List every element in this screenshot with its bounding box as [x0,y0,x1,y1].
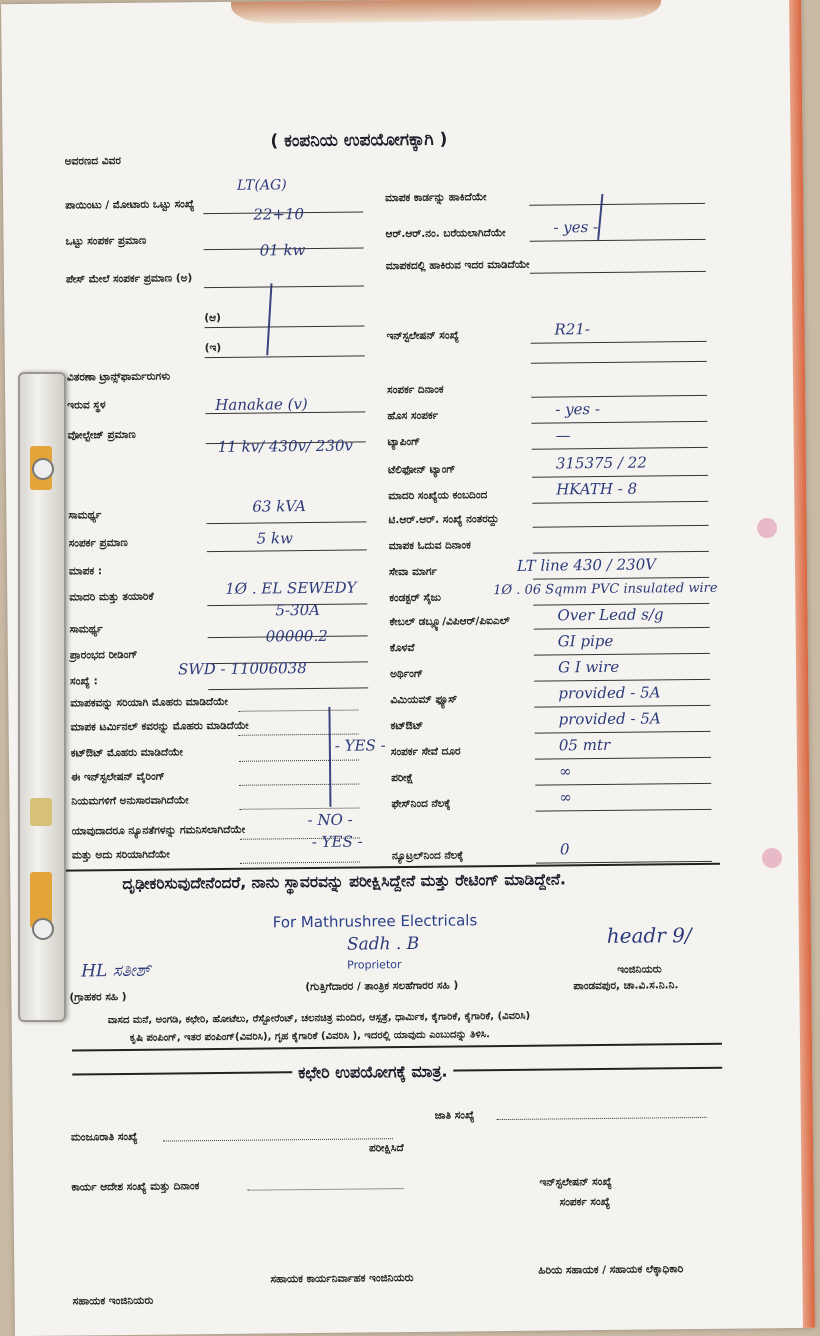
document-page [1,0,815,1336]
left-field-line [205,355,365,358]
right-field-value: 0 [559,840,570,859]
left-field-line [238,710,358,712]
tariff-handwritten: LT(AG) [236,177,287,194]
customer-signature: HL ಸತೀಶ್ [81,960,151,982]
right-field-value: 1Ø . 06 Sqmm PVC insulated wire [493,580,718,599]
accounts-officer-label: ಹಿರಿಯ ಸಹಾಯಕ / ಸಹಾಯಕ ಲೆಕ್ಕಾಧಿಕಾರಿ [538,1263,684,1277]
right-field-value: LT line 430 / 230V [516,555,657,575]
right-field-label: ಪರೀಕ್ಷೆ [391,771,414,785]
right-field-value: provided - 5A [558,683,661,703]
right-field-line [531,341,707,344]
right-field-line [535,731,711,734]
right-field-line [536,809,712,812]
right-field-label: ಟಿ.ಆರ್.ಆರ್. ಸಂಖ್ಯೆ ನಂತರದ್ದು [388,513,499,527]
left-field-label: ಸಾಮರ್ಥ್ಯ [69,623,103,636]
left-field-value: 5-30A [275,600,321,620]
right-field-line [531,421,707,424]
right-field-label: ಸಂಪರ್ಕ ಸೇವೆ ದೂರ [390,745,461,759]
customer-signature-label: (ಗ್ರಾಹಕರ ಸಹಿ ) [69,990,127,1004]
stamp-role: Proprietor [347,958,402,972]
category-line-1: ವಾಸದ ಮನೆ, ಅಂಗಡಿ, ಕಛೇರಿ, ಹೋಟೆಲು, ರೆಸ್ಟೋರೆಂಟ್, ಚಲನಚಿತ್ರ ಮಂದಿರ, ಆಸ್ಪತ್ರೆ, ಧಾರ್ಮಿಕ, ಕೈಗಾರಿಕೆ, ಕೈಗಾರಿಕೆ, (ವಿವರಿಸಿ) [107,1010,531,1027]
left-field-value: 11 kv/ 430v/ 230v [217,436,354,456]
contractor-signature-label: (ಗುತ್ತಿಗೆದಾರರ / ತಾಂತ್ರಿಕ ಸಲಹೆಗಾರರ ಸಹಿ ) [305,979,459,994]
right-field-label: ಮಾಪಕ ಓದುವ ದಿನಾಂಕ [388,539,471,553]
left-field-label: (ಆ) [204,311,221,325]
engineer-signature: headr 9/ [606,923,692,948]
left-field-line [208,687,368,690]
right-field-label: ಕಟ್‌ಔಟ್ [390,719,424,733]
left-field-label: ಈ ಇನ್‌ಸ್ಟಲೇಷನ್ ವೈರಿಂಗ್ [71,770,165,784]
left-field-label: ಅವರಣದ ವಿವರ [64,154,121,168]
right-field-line [535,757,711,760]
right-field-line [534,653,710,656]
right-field-line [533,525,709,528]
right-field-label: ಕೊಳವೆ [389,641,415,655]
left-field-label: ಮಾಪಕ : [68,565,103,578]
left-field-label: ನಿಯಮಗಳಿಗೆ ಅನುಸಾರವಾಗಿದೆಯೇ [71,794,189,808]
right-field-label: ಸೇವಾ ಮಾರ್ಗ [388,565,438,579]
left-field-line [204,285,364,288]
right-field-value: GI pipe [557,631,614,651]
right-field-value: - yes - [553,217,599,237]
punch-hole [757,518,777,538]
left-field-label: ಒಟ್ಟು ಸಂಪರ್ಕ ಪ್ರಮಾಣ [65,234,147,248]
checked-label: ಪರೀಕ್ಷಿಸಿದೆ [368,1142,404,1155]
jathi-number-label: ಜಾತಿ ಸಂಖ್ಯೆ [434,1109,475,1122]
fastener-hole [32,918,54,940]
right-field-line [531,395,707,398]
right-field-line [530,239,706,242]
punch-hole [762,848,782,868]
left-field-line [239,784,359,786]
right-field-value: HKATH - 8 [556,479,638,499]
left-field-label: ವೋಲ್ಟೇಜ್ ಪ್ರಮಾಣ [67,428,136,442]
right-field-value: G I wire [557,657,620,677]
company-stamp: For Mathrushree Electricals [272,911,478,932]
right-field-value: ∞ [559,762,572,781]
left-field-label: ಮತ್ತು ಅದು ಸರಿಯಾಗಿದೆಯೇ [71,848,170,862]
left-field-line [240,862,360,864]
left-field-value: Hanakae (v) [215,395,308,415]
right-field-value: — [555,426,571,445]
left-field-line [239,734,359,736]
right-field-label: ವಿಮಿಯಮ್ ಫ್ಯೂಸ್ [390,693,458,707]
work-order-label: ಕಾರ್ಯ ಆದೇಶ ಸಂಖ್ಯೆ ಮತ್ತು ದಿನಾಂಕ [71,1180,200,1194]
left-field-value: 22+10 [253,205,305,224]
left-field-label: ಸಂಖ್ಯೆ : [70,675,98,688]
left-field-value: 5 kw [256,529,293,548]
right-field-line [529,203,705,206]
work-order-line [247,1188,403,1191]
category-line-2: ಕೃಷಿ ಪಂಪಿಂಗ್, ಇತರ ಪಂಪಿಂಗ್(ವಿವರಿಸಿ), ಗೃಹ ಕೈಗಾರಿಕೆ (ವಿವರಿಸಿ ), ಇದರಲ್ಲಿ ಯಾವುದು ಎಂಬುದನ್ನು ತಿಳಿಸಿ. [129,1029,490,1044]
right-field-label: ಟೆಲಿಫೋನ್ ಟ್ಯಾಂಗ್ [387,463,456,477]
left-field-line [207,549,367,552]
sanction-number-line [163,1138,393,1141]
right-field-value: 315375 / 22 [555,453,647,473]
right-field-line [531,361,707,364]
right-field-line [534,627,710,630]
left-field-value: 01 kw [259,241,306,260]
left-field-value: - YES - [334,736,386,755]
left-field-value: 63 kVA [252,497,307,516]
left-field-label: ಪಾಯಿಂಟು / ಮೋಟಾರು ಒಟ್ಟು ಸಂಖ್ಯೆ [65,198,195,212]
right-field-line [532,475,708,478]
engineer-place: ಪಾಂಡವಪುರ, ಚಾ.ವಿ.ಸ.ನಿ.ನಿ. [573,979,679,993]
left-field-label: ಯಾವುದಾದರೂ ನ್ಯೂನತೆಗಳನ್ನು ಗಮನಿಸಲಾಗಿದೆಯೇ [71,823,246,838]
right-field-line [533,577,709,580]
right-field-line [535,783,711,786]
section-divider [50,863,720,872]
left-field-label: ಪ್ರಾರಂಭದ ರೀಡಿಂಗ್ [69,648,138,662]
sanction-number-label: ಮಂಜೂರಾತಿ ಸಂಖ್ಯೆ [70,1130,138,1144]
left-field-line [206,521,366,524]
assistant-engineer-label: ಸಹಾಯಕ ಇಂಜಿನಿಯರು [72,1294,154,1308]
installation-number-label: ಇನ್‌ಸ್ಟಲೇಷನ್ ಸಂಖ್ಯೆ [539,1175,612,1189]
section-divider [72,1043,722,1052]
file-fastener-strip [18,372,66,1022]
right-field-line [534,679,710,682]
certification-text: ದೃಢೀಕರಿಸುವುದೇನೆಂದರೆ, ನಾನು ಸ್ಥಾವರವನ್ನು ಪರೀಕ್ಷಿಸಿದ್ದೇನೆ ಮತ್ತು ರೇಟಿಂಗ್ ಮಾಡಿದ್ದೇನೆ. [122,870,566,894]
right-field-label: ಫೇಸ್‌ನಿಂದ ನೆಲಕ್ಕೆ [391,797,451,811]
left-field-label: ವಿತರಣಾ ಟ್ರಾನ್ಸ್‌ಫಾರ್ಮರುಗಳು [66,370,171,384]
right-field-value: - yes - [555,399,601,419]
right-field-line [534,705,710,708]
left-field-value: 00000.2 [265,626,328,646]
left-field-value: SWD - 11006038 [177,659,307,679]
left-field-label: ಇರುವ ಸ್ಥಳ [67,399,106,412]
form-title: ( ಕಂಪನಿಯ ಉಪಯೋಗಕ್ಕಾಗಿ ) [270,129,448,152]
assistant-executive-engineer-label: ಸಹಾಯಕ ಕಾರ್ಯನಿರ್ವಾಹಕ ಇಂಜಿನಿಯರು [270,1271,414,1286]
pen-stroke [266,283,272,355]
pen-stroke [328,707,331,807]
right-field-value: R21- [554,320,591,339]
right-field-label: ಸಂಪರ್ಕ ದಿನಾಂಕ [387,383,444,397]
left-field-label: (ಇ) [204,341,222,355]
right-field-label: ಆರ್.ಆರ್.ನಂ. ಬರೆಯಲಾಗಿದೆಯೇ [385,226,506,241]
right-field-value: provided - 5A [558,709,661,729]
right-field-label: ಟ್ಯಾಪಿಂಗ್ [387,435,421,449]
left-field-line [239,760,359,762]
right-field-label: ಇನ್‌ಸ್ಟಲೇಷನ್ ಸಂಖ್ಯೆ [386,329,460,343]
right-field-label: ನ್ಯೂಟ್ರಲ್‌ನಿಂದ ನೆಲಕ್ಕೆ [391,849,464,863]
right-field-label: ಅರ್ಥಿಂಗ್ [390,667,424,681]
left-field-value: 1Ø . EL SEWEDY [225,578,357,598]
right-field-line [533,551,709,554]
left-field-value: - YES - [311,832,363,852]
connection-number-label: ಸಂಪರ್ಕ ಸಂಖ್ಯೆ [559,1195,611,1209]
right-field-value: 05 mtr [558,735,611,755]
left-field-label: ಮಾಪಕವನ್ನು ಸರಿಯಾಗಿ ಮೊಹರು ಮಾಡಿದೆಯೇ [70,695,228,710]
stamp-signature: Sadh . B [346,933,420,955]
jathi-number-line [497,1117,707,1120]
right-field-value: ∞ [559,788,572,807]
right-field-label: ಮಾದರಿ ಸಂಖ್ಯೆಯ ಕಂಬದಿಂದ [388,489,488,503]
left-field-label: ಸಾಮರ್ಥ್ಯ [68,509,102,522]
left-field-label: ಸಂಪರ್ಕ ಪ್ರಮಾಣ [68,536,128,550]
right-field-label: ಮಾಪಕದಲ್ಲಿ ಹಾಕಿರುವ ಇದರ ಮಾಡಿದೆಯೇ [385,258,530,273]
left-field-line [239,808,359,810]
fastener-clip [30,798,52,826]
left-field-label: ಮಾದರಿ ಮತ್ತು ತಯಾರಿಕೆ [69,590,154,604]
left-field-label: ಮಾಪಕ ಟರ್ಮಿನಲ್ ಕವರನ್ನು ಮೊಹರು ಮಾಡಿದೆಯೇ [70,719,249,734]
right-field-label: ಮಾಪಕ ಕಾರ್ಡನ್ನು ಹಾಕಿದೆಯೇ [385,191,487,205]
right-field-value: Over Lead s/g [557,605,664,625]
right-field-line [530,271,706,274]
office-use-heading: ಕಛೇರಿ ಉಪಯೋಗಕ್ಕೆ ಮಾತ್ರ. [292,1062,454,1084]
engineer-role: ಇಂಜಿನಿಯರು [617,963,662,976]
right-field-line [532,447,708,450]
left-field-label: ಪೇಸ್ ಮೇಲೆ ಸಂಪರ್ಕ ಪ್ರಮಾಣ (ಅ) [65,272,193,286]
right-field-label: ಹೊಸ ಸಂಪರ್ಕ [387,409,439,423]
right-field-label: ಕಂಡಕ್ಟರ್ ಸೈಜು [389,591,441,605]
torn-top-edge [231,0,661,24]
page-edge [789,0,815,1328]
left-field-line [204,325,364,328]
fastener-hole [32,458,54,480]
left-field-label: ಕಟ್‌ಔಟ್ ಮೊಹರು ಮಾಡಿದೆಯೇ [70,746,183,760]
left-field-value: - NO - [307,810,353,830]
right-field-line [532,501,708,504]
right-field-label: ಕೇಬಲ್ ಡಬ್ಲ್ಯೂ/ವಿಪಿಆರ್/ಪಿಐಎಲ್ [389,614,510,629]
